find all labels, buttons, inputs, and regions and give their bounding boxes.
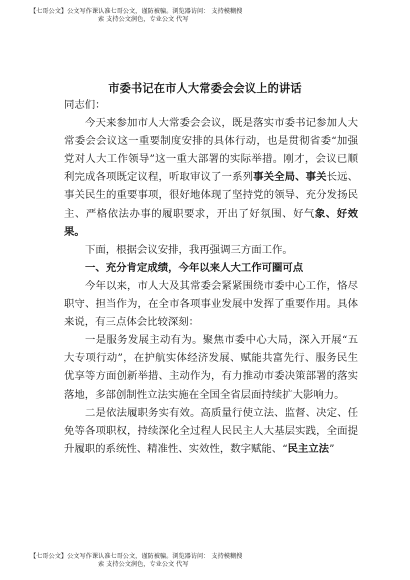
banner-line: 【七哥公文】公文写作课认准七哥公文，谨防被骗。浏览器访问： 支持模糊搜 xyxy=(30,553,243,560)
document-body xyxy=(64,96,358,458)
watermark-banner-top xyxy=(30,8,380,25)
paragraph-summary: 今年以来，市人大及其常委会紧紧围绕市委中心工作，恪尽职守、担当作为，在全市各项事业发展中发挥了重要作用。具体来说，有三点体会比较深刻： xyxy=(64,279,358,329)
document-title: 市委书记在市人大常委会会议上的讲话 xyxy=(108,82,302,95)
paragraph-point-two xyxy=(64,404,358,458)
banner-line: 索 支持公文润色，专业公文 代写 xyxy=(98,561,189,569)
paragraph-text: 今天来参加市人大常委会会议，既是落实市委书记参加人大常委会会议这一重要制度安排的具体行动，也是贯彻省委“加强党对人大工作领导”这一重大部署的实际举措。刚才，会议已顺利完成各项既定议程，听取审议了一系列 xyxy=(64,117,358,184)
banner-line: 【七哥公文】公文写作课认准七哥公文，谨防被骗。浏览器访问： 支持模糊搜 xyxy=(30,8,243,15)
paragraph-text: ” xyxy=(329,442,335,455)
paragraph-point-one: 一是服务发展主动有为。聚焦市委中心大局，深入开展“五大专项行动”，在护航实体经济发展、赋能共富先行、服务民生优享等方面创新举措、主动作为，有力推动市委决策部署的落实落地，多部创制性立法实施在全国全省层面持续扩大影响力。 xyxy=(64,334,358,401)
bold-phrase: 象、好效果。 xyxy=(64,207,359,238)
bold-phrase: 民主立法 xyxy=(287,442,330,455)
salutation: 同志们： xyxy=(64,99,106,111)
paragraph-text: 长远、事关民生的重要事项，很好地体现了坚持党的领导、充分发扬民主、严格依法办事的履职要求，开出了好氛围、好气 xyxy=(64,171,359,220)
banner-line: 索 支持公文润色，专业公文 代写 xyxy=(98,16,189,24)
bold-phrase: 事关全局、事关 xyxy=(253,171,327,184)
paragraph-transition: 下面，根据会议安排，我再强调三方面工作。 xyxy=(85,243,293,256)
paragraph-text: 二是依法履职务实有效。高质量行使立法、监督、决定、任免等各项职权，持续深化全过程人民民主人大基层实践，全面提升履职的系统性、精准性、实效性，数字赋能、“ xyxy=(64,406,358,455)
watermark-banner-bottom xyxy=(30,553,380,570)
section-heading: 一、充分肯定成绩，今年以来人大工作可圈可点 xyxy=(85,261,304,274)
paragraph-opening xyxy=(64,114,358,241)
